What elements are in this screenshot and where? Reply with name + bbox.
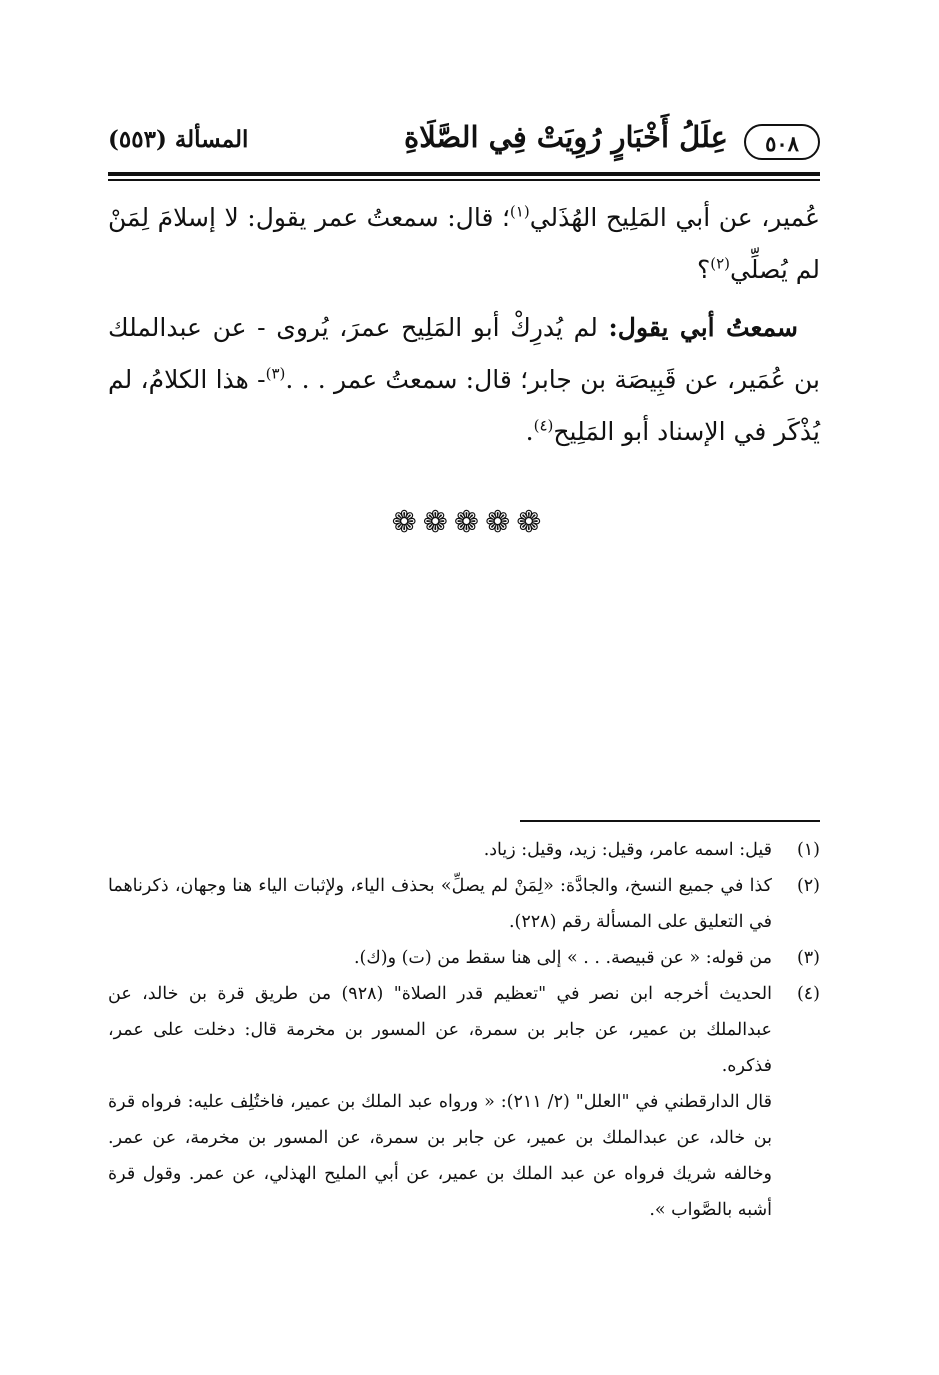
footnote-4	[108, 976, 820, 1228]
footnote-line: قال الدارقطني في "العلل" (٢/ ٢١١): « ورواه عبد الملك بن عمير، فاختُلِف عليه: فرواه قرة بن خالد، عن عبدالملك بن عمير، عن جابر بن سمرة، عن المسور بن مخرمة، عن عمر. وخالفه شريك فرواه عن عبد الملك بن عمير، عن أبي المليح الهذلي، عن عمر. وقول قرة أشبه بالصَّواب ».	[108, 1092, 772, 1220]
footnote-number: (٣)	[796, 948, 820, 968]
footnote-ref-4: (٤)	[533, 416, 554, 435]
footnote-number: (٤)	[796, 984, 820, 1004]
paragraph-1	[108, 192, 820, 296]
paragraph-2-text-a: لم يُدرِكْ أبو المَلِيح عمرَ، يُروى - عن عبدالملك بن عُمَير، عن قَبِيصَة بن جابر؛ قال: سمعتُ عمر . . .	[108, 313, 820, 394]
footnote-text	[108, 868, 772, 940]
footnotes	[108, 832, 820, 1228]
footnote-text	[108, 940, 772, 976]
header-rule-thin	[108, 179, 820, 181]
main-text	[108, 192, 820, 458]
footnote-text	[108, 976, 772, 1228]
issue-label: المسألة (٥٥٣)	[108, 126, 249, 153]
footnote-line: الحديث أخرجه ابن نصر في "تعظيم قدر الصلاة" (٩٢٨) من طريق قرة بن خالد، عن عبدالملك بن عمير، عن جابر بن سمرة، عن المسور بن مخرمة قال: دخلت على عمر، فذكره.	[108, 984, 772, 1076]
footnote-3	[108, 940, 820, 976]
paragraph-1-text-a: عُمير، عن أبي المَلِيح الهُذَلي	[529, 203, 821, 232]
paragraph-2-lead: سمعتُ أبي يقول:	[608, 313, 799, 342]
paragraph-1-text-c: ؟	[696, 255, 711, 284]
paragraph-2-text-b: - هذا الكلامُ، لم يُذْكَر في الإسناد أبو المَلِيح	[108, 365, 820, 446]
footnote-line: من قوله: « عن قبيصة. . . » إلى هنا سقط من (ت) و(ك).	[353, 948, 772, 968]
paragraph-2	[108, 302, 820, 458]
footnote-line: قيل: اسمه عامر، وقيل: زيد، وقيل: زياد.	[483, 840, 772, 860]
paragraph-2-text-c: .	[525, 417, 534, 446]
footnote-2	[108, 868, 820, 940]
footnote-ref-3: (٣)	[265, 364, 286, 383]
footnote-text	[108, 832, 772, 868]
footnote-number: (٢)	[796, 876, 820, 896]
ornament-divider: ❁❁❁❁❁	[391, 505, 548, 540]
footnote-number: (١)	[796, 840, 820, 860]
footnote-separator	[520, 820, 820, 822]
paragraph-1-text-b: ؛ قال: سمعتُ عمر يقول: لا إسلامَ لِمَنْ لم يُصلِّي	[108, 203, 820, 284]
header-rule-thick	[108, 172, 820, 176]
running-header	[108, 118, 820, 168]
footnote-line: كذا في جميع النسخ، والجادَّة: «لِمَنْ لم يصلِّ» بحذف الياء، ولإثبات الياء هنا وجهان، ذكرناهما في التعليق على المسألة رقم (٢٢٨).	[108, 876, 772, 932]
footnote-ref-1: (١)	[509, 202, 530, 221]
page-number: ٥٠٨	[744, 124, 820, 160]
footnote-ref-2: (٢)	[710, 254, 731, 273]
book-title: عِلَلُ أَخْبَارٍ رُوِيَتْ فِي الصَّلَاةِ	[404, 120, 728, 154]
footnote-1	[108, 832, 820, 868]
